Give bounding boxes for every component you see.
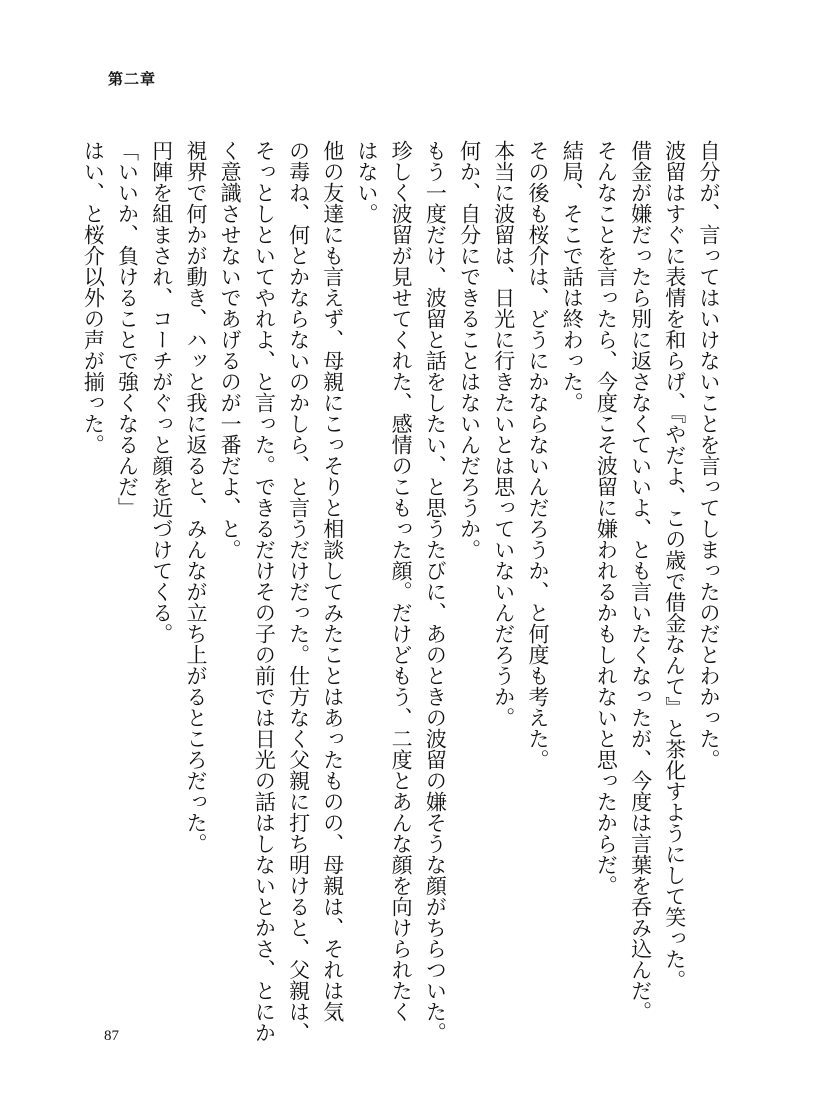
text-line: 本当に波留は、日光に行きたいとは思っていないんだろうか。 (491, 140, 516, 728)
text-line: 何か、自分にできることはないんだろうか。 (457, 140, 482, 560)
text-line: はい、と桜介以外の声が揃った。 (81, 140, 106, 455)
text-line: 結局、そこで話は終わった。 (560, 140, 585, 413)
text-line: そんなことを言ったら、今度こそ波留に嫌われるかもしれないと思ったからだ。 (594, 140, 619, 896)
chapter-header: 第二章 (108, 70, 157, 88)
text-line: 借金が嫌だったら別に返さなくていいよ、とも言いたくなったが、今度は言葉を呑み込んだ。 (628, 140, 653, 1022)
text-line: その後も桜介は、どうにかならないんだろうか、と何度も考えた。 (525, 140, 550, 770)
text-line: く意識させないであげるのが一番だよ、と。 (218, 140, 243, 560)
text-line: 視界で何かが動き、ハッと我に返ると、みんなが立ち上がるところだった。 (183, 140, 208, 854)
text-line: の毒ね、何とかならないのかしら、と言うだけだった。仕方なく父親に打ち明けると、父親は、 (286, 140, 311, 1043)
text-line: もう一度だけ、波留と話をしたい、と思うたびに、あのときの波留の嫌そうな顔がちらついた。 (423, 140, 448, 1043)
text-line: 波留はすぐに表情を和らげ、『やだよ、この歳で借金なんて』と茶化すようにして笑った。 (662, 140, 687, 991)
text-line: 珍しく波留が見せてくれた、感情のこもった顔。だけどもう、二度とあんな顔を向けられたく (389, 140, 414, 1022)
text-line: はない。 (354, 140, 379, 224)
text-line: 「いいか、負けることで強くなるんだ」 (115, 140, 140, 518)
text-line: 自分が、言ってはいけないことを言ってしまったのだとわかった。 (697, 140, 721, 770)
text-line: 他の友達にも言えず、母親にこっそりと相談してみたことはあったものの、母親は、それは気 (320, 140, 345, 1022)
page-number: 87 (104, 1028, 119, 1044)
text-line: 円陣を組まされ、コーチがぐっと顔を近づけてくる。 (149, 140, 174, 644)
text-line: そっとしといてやれよ、と言った。できるだけその子の前では日光の話はしないとかさ、とにか (252, 140, 277, 1043)
